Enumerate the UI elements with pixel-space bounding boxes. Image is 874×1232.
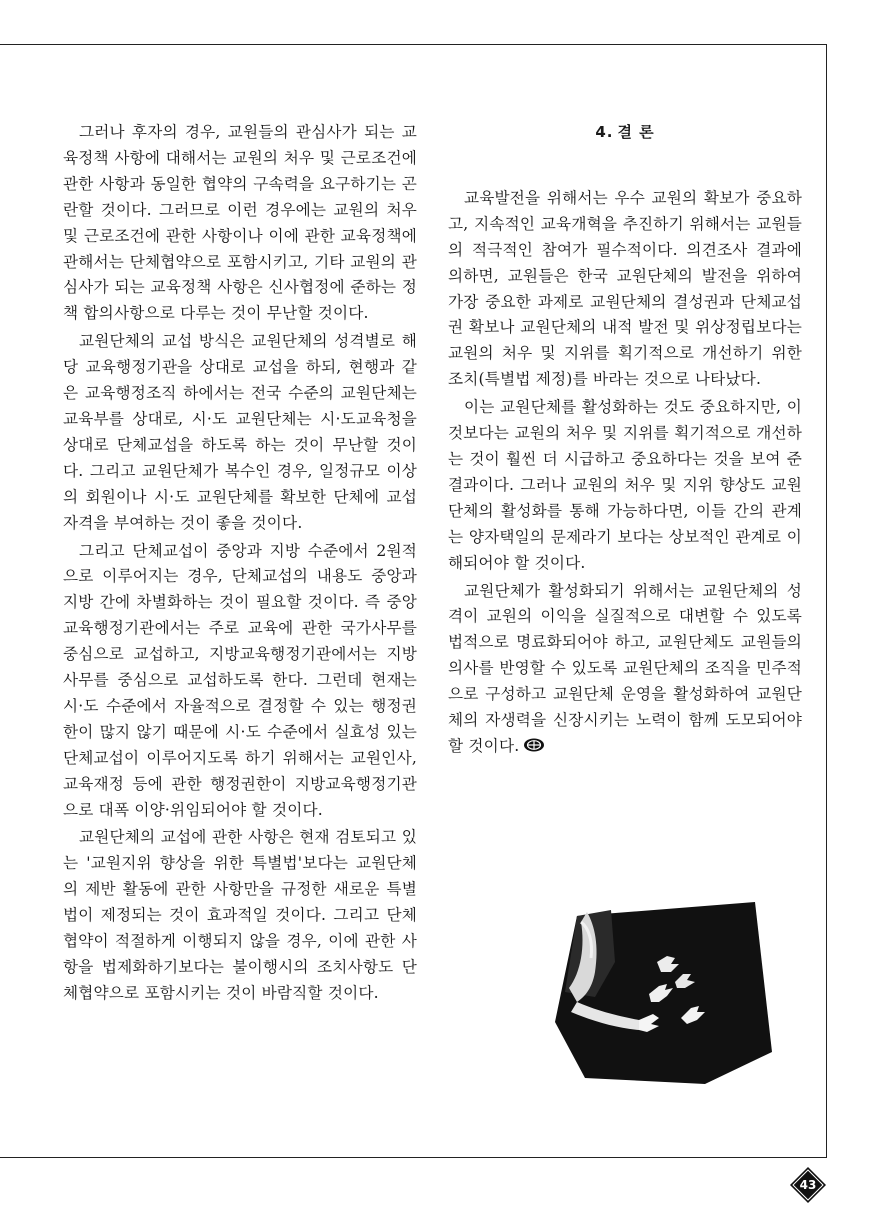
left-text-column (63, 120, 417, 1009)
body-paragraph: 이는 교원단체를 활성화하는 것도 중요하지만, 이것보다는 교원의 처우 및 지위를 획기적으로 개선하는 것이 훨씬 더 시급하고 중요하다는 것을 보여 준 결과이다. 그러나 교원의 처우 및 지위 향상도 교원단체의 활성화를 통해 가능하다면, 이들 간의 관계는 양자택일의 문제라기 보다는 상보적인 관계로 이해되어야 할 것이다. (448, 398, 802, 572)
body-paragraph-text: 교원단체가 활성화되기 위해서는 교원단체의 성격이 교원의 이익을 실질적으로 대변할 수 있도록 법적으로 명료화되어야 하고, 교원단체도 교원들의 의사를 반영할 수 있도록 교원단체의 조직을 민주적으로 구성하고 교원단체 운영을 활성화하여 교원단체의 자생력을 신장시키는 노력이 함께 도모되어야 할 것이다. (448, 581, 802, 755)
teacher-hands-illustration (555, 902, 772, 1084)
body-paragraph (448, 579, 802, 760)
body-paragraph: 그리고 단체교섭이 중앙과 지방 수준에서 2원적으로 이루어지는 경우, 단체교섭의 내용도 중앙과 지방 간에 차별화하는 것이 필요할 것이다. 즉 중앙교육행정기관에서는 주로 교육에 관한 국가사무를 중심으로 교섭하고, 지방교육행정기관에서는 지방사무를 중심으로 교섭하도록 한다. 그런데 현재는 시·도 수준에서 자율적으로 결정할 수 있는 행정권한이 많지 않기 때문에 시·도 수준에서 실효성 있는 단체교섭이 이루어지도록 하기 위해서는 교원인사, 교육재정 등에 관한 행정권한이 지방교육행정기관으로 대폭 이양·위임되어야 할 것이다. (63, 541, 417, 819)
page-number: 43 (799, 1178, 817, 1192)
right-text-column (448, 120, 802, 762)
body-paragraph: 그러나 후자의 경우, 교원들의 관심사가 되는 교육정책 사항에 대해서는 교원의 처우 및 근로조건에 관한 사항과 동일한 협약의 구속력을 요구하기는 곤란할 것이다. 그러므로 이런 경우에는 교원의 처우 및 근로조건에 관한 사항이나 이에 관한 교육정책에 관해서는 단체협약으로 포함시키고, 기타 교원의 관심사가 되는 교육정책 사항은 신사협정에 준하는 정책 합의사항으로 다루는 것이 무난할 것이다. (63, 123, 417, 323)
end-of-article-icon (523, 738, 545, 752)
right-frame-rule (826, 44, 827, 1157)
section-heading (448, 120, 802, 146)
body-paragraph: 교원단체의 교섭에 관한 사항은 현재 검토되고 있는 '교원지위 향상을 위한 특별법'보다는 교원단체의 제반 활동에 관한 사항만을 규정한 새로운 특별법이 제정되는 것이 효과적일 것이다. 그리고 단체협약이 적절하게 이행되지 않을 경우, 이에 관한 사항을 법제화하기보다는 불이행시의 조치사항도 단체협약으로 포함시키는 것이 바람직할 것이다. (63, 828, 417, 1002)
body-paragraph: 교원단체의 교섭 방식은 교원단체의 성격별로 해당 교육행정기관을 상대로 교섭을 하되, 현행과 같은 교육행정조직 하에서는 전국 수준의 교원단체는 교육부를 상대로, 시·도 교원단체는 시·도교육청을 상대로 단체교섭을 하도록 하는 것이 무난할 것이다. 그리고 교원단체가 복수인 경우, 일정규모 이상의 회원이나 시·도 교원단체를 확보한 단체에 교섭 자격을 부여하는 것이 좋을 것이다. (63, 332, 417, 532)
bottom-frame-rule (0, 1157, 827, 1158)
body-paragraph: 교육발전을 위해서는 우수 교원의 확보가 중요하고, 지속적인 교육개혁을 추진하기 위해서는 교원들의 적극적인 참여가 필수적이다. 의견조사 결과에 의하면, 교원들은 한국 교원단체의 발전을 위하여 가장 중요한 과제로 교원단체의 결성권과 단체교섭권 확보나 교원단체의 내적 발전 및 위상정립보다는 교원의 처우 및 지위를 획기적으로 개선하기 위한 조치(특별법 제정)를 바라는 것으로 나타났다. (448, 188, 802, 389)
section-heading-number: 4. (595, 123, 614, 141)
top-frame-rule (0, 44, 827, 45)
section-heading-text: 결 론 (617, 123, 655, 141)
